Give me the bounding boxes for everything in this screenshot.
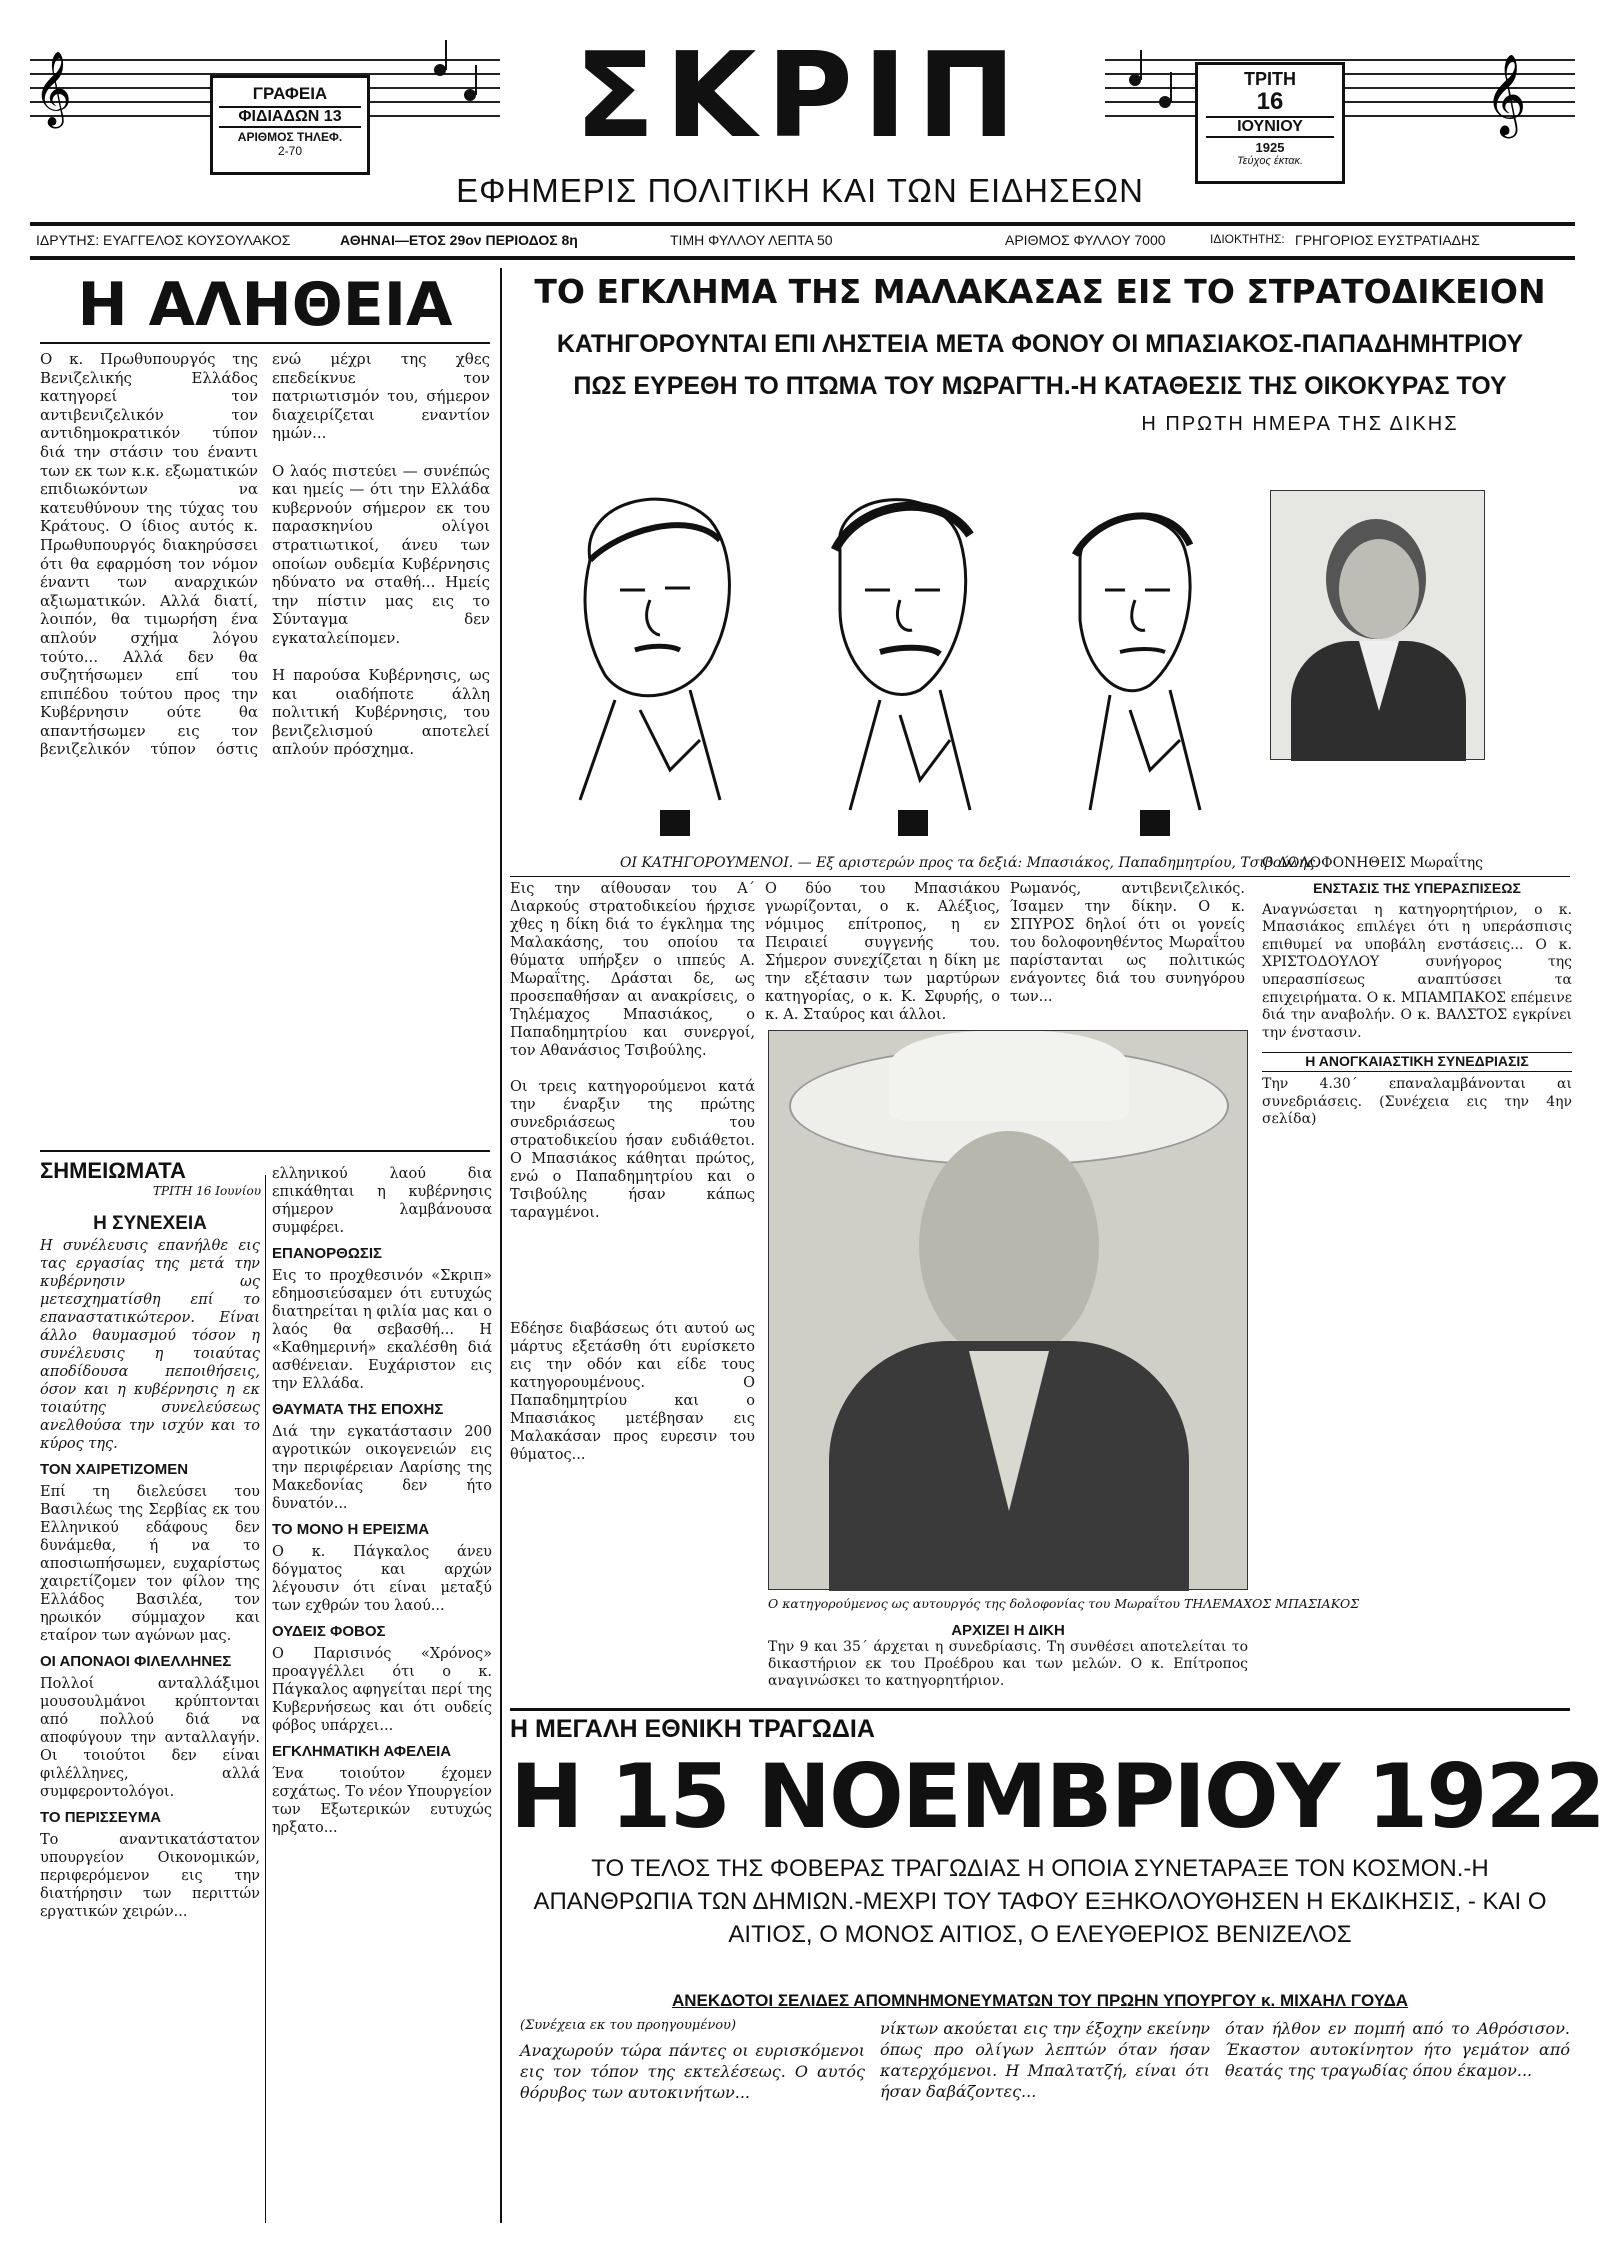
defense-objection-body: Αναγνώσεται η κατηγορητήριον, ο κ. Μπασιάκος επιλέγει ότι η υπεράσπισις επιθυμεί να υποβάλη ενστάσεις... Ο κ. ΧΡΙΣΤΟΔΟΥΛΟΥ συνήγορος της υπερασπίσεως αναπτύσσει τα επιχειρήματα. Ο κ. ΜΠΑΜΠΑΚΟΣ επέμεινε διά την αναβολήν. Ο κ. ΒΑΛΣΤΟΣ εγκρίνει την ένστασιν. [1262, 901, 1572, 1041]
trial-body-col-3: Ρωμανός, αντιβενιζελικός. Ίσαμεν την δίκην. Ο κ. ΣΠΥΡΟΣ δηλοί ότι οι γονείς του δολοφονηθέντος Μωραΐτου παρίστανται ως πολιτικώς ενάγοντες διά του συνηγόρου των... [1010, 881, 1245, 1005]
left-article-body: Ο κ. Πρωθυπουργός της Βενιζελικής Ελλάδος κατηγορεί τον αντιβενιζελικόν τον αντιδημοκρατικόν τύπον διά την στάσιν του έναντι των εκ των κ.κ. εξωματικών επιδιωκόντων να κατευθύνουν της τύχας του Κράτους. Ο ίδιος αυτός κ. Πρωθυπουργός διακηρύσσει ότι θα εφαρμόση τον νόμον έναντι των αναρχικών αξιωματικών. Αλλά διατί, λοιπόν, θα τιμωρήση ένα απλούν σχήμα λόγου τούτο... Αλλά δεν θα συζητήσωμεν επί του επιπέδου τούτου προς την Κυβέρνησιν ούτε θα απαντήσωμεν εις τον βενιζελικόν τύπον όστις ενώ μέχρι της χθες επεδείκνυε τον πατριωτισμόν του, σήμερον διαχειρίζεται εναντίον ημών... Ο λαός πιστεύει — συνέπώς και ημείς — ότι την Ελλάδα κυβερνούν σήμερον εκ του παρασκηνίου ολίγοι στρατιωτικοί, άνευ των οποίων ουδεμία Κυβέρνησις ηδύνατο να σταθή... Ημείς την πίστιν μας εις το Σύνταγμα δεν εγκαταλείπομεν. Η παρούσα Κυβέρνησις, ως και οιαδήποτε άλλη πολιτική Κυβέρνησις, του βενιζελισμού αποτελεί απλούν πρόσχημα. [40, 350, 490, 759]
info-bar-bottom-rule [30, 256, 1575, 260]
info-bar [30, 228, 1575, 254]
notes-sec3-body: Πολλοί ανταλλάξιμοι μουσουλμάνοι κρύπτονται από πολλού διά να αποφύγουν την ανταλλαγήν. Οι τοιούτοι δεν είναι φιλέλληνες, αλλά συμφεροντολόγοι. [40, 1676, 260, 1800]
office-address-box [210, 75, 370, 175]
notes-sec2-title: ΤΟΝ ΧΑΙΡΕΤΙΖΟΜΕΝ [40, 1461, 189, 1478]
afternoon-session-title: Η ΑΝΟΓΚΑΙΑΣΤΙΚΗ ΣΥΝΕΔΡΙΑΣΙΣ [1262, 1052, 1572, 1072]
suspect-face [919, 1131, 1099, 1361]
notes-sec1-body: Η συνέλευσις επανήλθε εις τας εργασίας της μετά την κυβέρνησιν ως μετεσχηματίσθη επί το επαναστατικώτερον. Είναι άλλο θαυμασμού τόσον η συνέλευσις η τοιαύτας αποδίδουσα πεποιθήσεις, όσον και η κυβέρνησις η εκ τοιαύτης συνελεύσεως ανελθούσα την ισχύν και το κύρος της. [40, 1238, 260, 1452]
notes-header [40, 1158, 265, 1198]
defendant-photo-caption: Ο κατηγορούμενος ως αυτουργός της δολοφονίας του Μωραΐτου ΤΗΛΕΜΑΧΟΣ ΜΠΑΣΙΑΚΟΣ [768, 1596, 1360, 1611]
main-kicker: Η ΠΡΩΤΗ ΗΜΕΡΑ ΤΗΣ ΔΙΚΗΣ [1141, 413, 1459, 435]
mid-sec1-title: ΕΠΑΝΟΡΘΩΣΙΣ [272, 1245, 383, 1262]
notes-sec4-title: ΤΟ ΠΕΡΙΣΣΕΥΜΑ [40, 1809, 162, 1826]
column-rule-2 [265, 1175, 266, 2223]
day-number: 16 [1256, 88, 1284, 115]
tragedy-headline: Η 15 ΝΟΕΜΒΡΙΟΥ 1922 [510, 1745, 1604, 1848]
notes-sec2-body: Επί τη διελεύσει του Βασιλέως της Σερβίας εκ του Ελληνικού εδάφους δεν δυνάμεθα, ή να το αποσιωπήσωμεν, ευχαρίστως χαιρετίζομεν τον φίλον της Ελλάδος Βασιλέα, τον ηρωικόν σύμμαχον και εταίρον των αγώνων μας. [40, 1484, 260, 1644]
mid-left-column [272, 1165, 492, 2220]
left-body-rule [40, 1150, 490, 1152]
mid-sec3-body: Ο κ. Πάγκαλος άνευ δόγματος και αρχών λέγουσιν ότι είναι μεταξύ των εχθρών του λαού... [272, 1544, 492, 1614]
notes-title: ΣΗΜΕΙΩΜΑΤΑ [40, 1158, 186, 1183]
month: ΙΟΥΝΙΟΥ [1206, 116, 1334, 138]
victim-portrait-photo [1270, 490, 1485, 760]
mid-sec1-body: Εις το προχθεσινόν «Σκριπ» εδημοσιεύσαμεν ότι ευτυχώς διατηρείται η φιλία μας και ο λαός θα σεβασθή... Η «Καθημερινή» εκαλέσθη διά ασθένειαν. Ευχάριστον εις την Ελλάδα. [272, 1268, 492, 1392]
issue-number: ΑΡΙΘΜΟΣ ΦΥΛΛΟΥ 7000 [1005, 232, 1166, 248]
victim-face [1339, 539, 1419, 639]
tragedy-byline: ΑΝΕΚΔΟΤΟΙ ΣΕΛΙΔΕΣ ΑΠΟΜΝΗΜΟΝΕΥΜΑΤΩΝ ΤΟΥ ΠΡΩΗΝ ΥΠΟΥΡΓΟΥ κ. ΜΙΧΑΗΛ ΓΟΥΔΑ [671, 1991, 1409, 2010]
year: 1925 [1255, 140, 1285, 155]
tragedy-top-rule [510, 1708, 1570, 1711]
tragedy-deck: ΤΟ ΤΕΛΟΣ ΤΗΣ ΦΟΒΕΡΑΣ ΤΡΑΓΩΔΙΑΣ Η ΟΠΟΙΑ ΣΥΝΕΤΑΡΑΞΕ ΤΟΝ ΚΟΣΜΟΝ.-Η ΑΠΑΝΘΡΩΠΙΑ ΤΩΝ ΔΗΜΙΩΝ.-ΜΕΧΡΙ ΤΟΥ ΤΑΦΟΥ ΕΞΗΚΟΛΟΥΘΗΣΕΝ Η ΕΚΔΙΚΗΣΙΣ, - ΚΑΙ Ο ΑΙΤΙΟΣ, Ο ΜΟΝΟΣ ΑΙΤΙΟΣ, Ο ΕΛΕΥΘΕΡΙΟΣ ΒΕΝΙΖΕΛΟΣ [533, 1855, 1547, 1948]
afternoon-session-body: Την 4.30΄ επαναλαμβάνονται αι συνεδριάσεις. (Συνέχεια εις την 4ην σελίδα) [1262, 1075, 1572, 1128]
owner-label: ΙΔΙΟΚΤΗΤΗΣ: [1210, 232, 1285, 246]
trial-start-body: Την 9 και 35΄ άρχεται η συνεδρίασις. Τη συνθέσει αποτελείται το δικαστήριον εκ του Προέδρου και των μελών. Ο κ. Επίτροπος αναγινώσκει το κατηγορητήριον. [768, 1639, 1248, 1689]
mid-sec5-body: Ένα τοιούτον έχομεν εσχάτως. Το νέον Υπουργείον των Εξωτερικών ευτυχώς ηρξατο... [272, 1766, 492, 1836]
newspaper-title: ΣΚΡΙΠ [574, 26, 1026, 164]
mid-sec2-title: ΘΑΥΜΑΤΑ ΤΗΣ ΕΠΟΧΗΣ [272, 1401, 444, 1418]
sketch-caption: ΟΙ ΚΑΤΗΓΟΡΟΥΜΕΝΟΙ. — Εξ αριστερών προς τα δεξιά: Μπασιάκος, Παπαδημητρίου, Τσιβούλης. [620, 855, 1320, 871]
victim-caption: Ο ΔΟΛΟΦΟΝΗΘΕΙΣ Μωραΐτης [1262, 855, 1483, 871]
newspaper-subtitle: ΕΦΗΜΕΡΙΣ ΠΟΛΙΤΙΚΗ ΚΑΙ ΤΩΝ ΕΙΔΗΣΕΩΝ [456, 172, 1144, 209]
masthead [0, 0, 1600, 225]
main-banner-headline: ΤΟ ΕΓΚΛΗΜΑ ΤΗΣ ΜΑΛΑΚΑΣΑΣ ΕΙΣ ΤΟ ΣΤΡΑΤΟΔΙΚΕΙΟΝ [534, 272, 1546, 311]
notes-column [40, 1215, 260, 2220]
defendant-portrait-photo [768, 1030, 1248, 1590]
tragedy-kicker: Η ΜΕΓΑΛΗ ΕΘΝΙΚΗ ΤΡΑΓΩΔΙΑ [510, 1715, 875, 1743]
year-period: ΑΘΗΝΑΙ—ΕΤΟΣ 29ον ΠΕΡΙΟΔΟΣ 8η [340, 232, 578, 248]
trial-body-col-1: Εις την αίθουσαν του Α΄ Διαρκούς στρατοδικείου ήρχισε χθες η δίκη διά το έγκλημα της Μαλακάσης, του οποίου τα θύματα υπήρξεν ο ιππεύς Α. Μωραΐτης. Δράσται δε, ως προσεπαθήσαν αι ανακρίσεις, ο Τηλέμαχος Μπασιάκος, ο Παπαδημητρίου και συνεργοί, τον Αθανάσιος Τσιβούλης. Οι τρεις κατηγορούμενοι κατά την έναρξιν της πρώτης συνεδριάσεως του στρατοδικείου ήσαν ευδιάθετοι. Ο Μπασιάκος κάθηται πρώτος, ενώ ο Παπαδημητρίου και ο Τσιβούλης ήσαν κάπως ταραγμένοι. [510, 881, 755, 1221]
weekday: ΤΡΙΤΗ [1244, 69, 1296, 89]
founder: ΙΔΡΥΤΗΣ: ΕΥΑΓΓΕΛΟΣ ΚΟΥΣΟΥΛΑΚΟΣ [36, 232, 291, 248]
tragedy-col-2: νίκτων ακούεται εις την έξοχην εκείνην όπως προ ολίγων λεπτών όταν ήσαν κατερχόμενοι. Η Μπαλτατζή, είναι ότι ήσαν δαβάζοντες... [880, 2019, 1210, 2101]
defendants-sketch-illustration [520, 440, 1260, 850]
info-bar-top-rule [30, 222, 1575, 226]
trial-body-col-2: Ο δύο του Μπασιάκου γνωρίζονται, ο κ. Αλέξιος, νόμιμος επίτροπος, η εν Πειραιεί συγγενής του. Σήμερον συνεχίζεται η δίκη με την εξέτασιν των μαρτύρων κατηγορίας, ο κ. Κ. Σφυρής, ο κ. Α. Σταύρος και άλλοι. [765, 881, 1000, 1023]
mid-sec3-title: ΤΟ ΜΟΝΟ Η ΕΡΕΙΣΜΑ [272, 1521, 430, 1538]
hat-crown [889, 1031, 1129, 1121]
mid-sec5-title: ΕΓΚΛΗΜΑΤΙΚΗ ΑΦΕΛΕΙΑ [272, 1743, 452, 1760]
caption-rule [510, 876, 1570, 877]
notes-sec4-body: Το αναντικατάστατον υπουργείον Οικονομικών, περιφερόμενον εις την διατήρησιν των περιττών εργατικών χειρών... [40, 1832, 260, 1920]
trial-start-column [768, 1622, 1248, 1707]
notes-sec1-title: Η ΣΥΝΕΧΕΙΑ [93, 1213, 207, 1234]
price: ΤΙΜΗ ΦΥΛΛΟΥ ΛΕΠΤΑ 50 [670, 232, 833, 248]
mid-sec2-body: Διά την εγκατάστασιν 200 αγροτικών οικογενειών εις την περιφέρειαν Λαρίσης της Μακεδονίας δεν ήτο δυνατόν... [272, 1424, 492, 1512]
right-column [1262, 880, 1572, 1700]
tragedy-col-3: όταν ήλθον εν πομπή από το Αθρόσισον. Έκαστον αυτοκίνητον ήτο γεμάτον από θεατάς της τραγωδίας όπου έκαμον... [1225, 2019, 1570, 2080]
office-label: ΓΡΑΦΕΙΑ [252, 84, 328, 103]
office-phone: 2-70 [277, 144, 303, 158]
left-title-rule [40, 342, 490, 344]
svg-text:𝄞: 𝄞 [34, 52, 72, 126]
date-box [1195, 62, 1345, 184]
main-deck-1: ΚΑΤΗΓΟΡΟΥΝΤΑΙ ΕΠΙ ΛΗΣΤΕΙΑ ΜΕΤΑ ΦΟΝΟΥ ΟΙ ΜΠΑΣΙΑΚΟΣ-ΠΑΠΑΔΗΜΗΤΡΙΟΥ [556, 330, 1524, 358]
notes-sec3-title: ΟΙ ΑΠΟΝΑΟΙ ΦΙΛΕΛΛΗΝΕΣ [40, 1653, 232, 1670]
svg-text:𝄞: 𝄞 [1485, 53, 1527, 135]
notes-date: ΤΡΙΤΗ 16 Ιουνίου [153, 1184, 261, 1198]
tragedy-col-1: Αναχωρούν τώρα πάντες οι ευρισκόμενοι εις τον τόπον της εκτελέσεως. Ο αυτός θόρυβος των αυτοκινήτων... [520, 2041, 865, 2102]
office-street: ΦΙΔΙΑΔΩΝ 13 [219, 106, 361, 128]
tragedy-continued-note: (Συνέχεια εκ του προηγουμένου) [520, 2018, 737, 2033]
mid-sec4-body: Ο Παρισινός «Χρόνος» προαγγέλλει ότι ο κ. Πάγκαλος αφηγείται περί της Κυβερνήσεως και ότι ουδείς φόβος υπάρχει... [272, 1646, 492, 1734]
trial-body-col-4: Εδέησε διαβάσεως ότι αυτού ως μάρτυς εξετάσθη ότι ευρίσκετο εις την οδόν και είδε τους κατηγορουμένους. Ο Παπαδημητρίου και ο Μπασιάκος μετέβησαν εις Μαλακάσαν προς ευρεσιν του θύματος... [510, 1321, 755, 1463]
left-article-title: Η ΑΛΗΘΕΙΑ [77, 270, 453, 340]
defense-objection-title: ΕΝΣΤΑΣΙΣ ΤΗΣ ΥΠΕΡΑΣΠΙΣΕΩΣ [1313, 880, 1521, 896]
owner-name: ΓΡΗΓΟΡΙΟΣ ΕΥΣΤΡΑΤΙΑΔΗΣ [1295, 232, 1480, 248]
issue-note: Τεύχος έκτακ. [1236, 155, 1304, 167]
main-deck-2: ΠΩΣ ΕΥΡΕΘΗ ΤΟ ΠΤΩΜΑ ΤΟΥ ΜΩΡΑΓΤΗ.-Η ΚΑΤΑΘΕΣΙΣ ΤΗΣ ΟΙΚΟΚΥΡΑΣ ΤΟΥ [573, 372, 1507, 400]
mid-sec4-title: ΟΥΔΕΙΣ ΦΟΒΟΣ [272, 1623, 386, 1640]
column-rule-1 [500, 268, 502, 2223]
mid-left-intro: ελληνικού λαού δια επικάθηται η κυβέρνησις σήμερον λαμβάνουσα συμφέρει. [272, 1166, 492, 1236]
trial-start-title: ΑΡΧΙΖΕΙ Η ΔΙΚΗ [951, 1622, 1065, 1639]
office-phone-label: ΑΡΙΘΜΟΣ ΤΗΛΕΦ. [237, 130, 343, 144]
